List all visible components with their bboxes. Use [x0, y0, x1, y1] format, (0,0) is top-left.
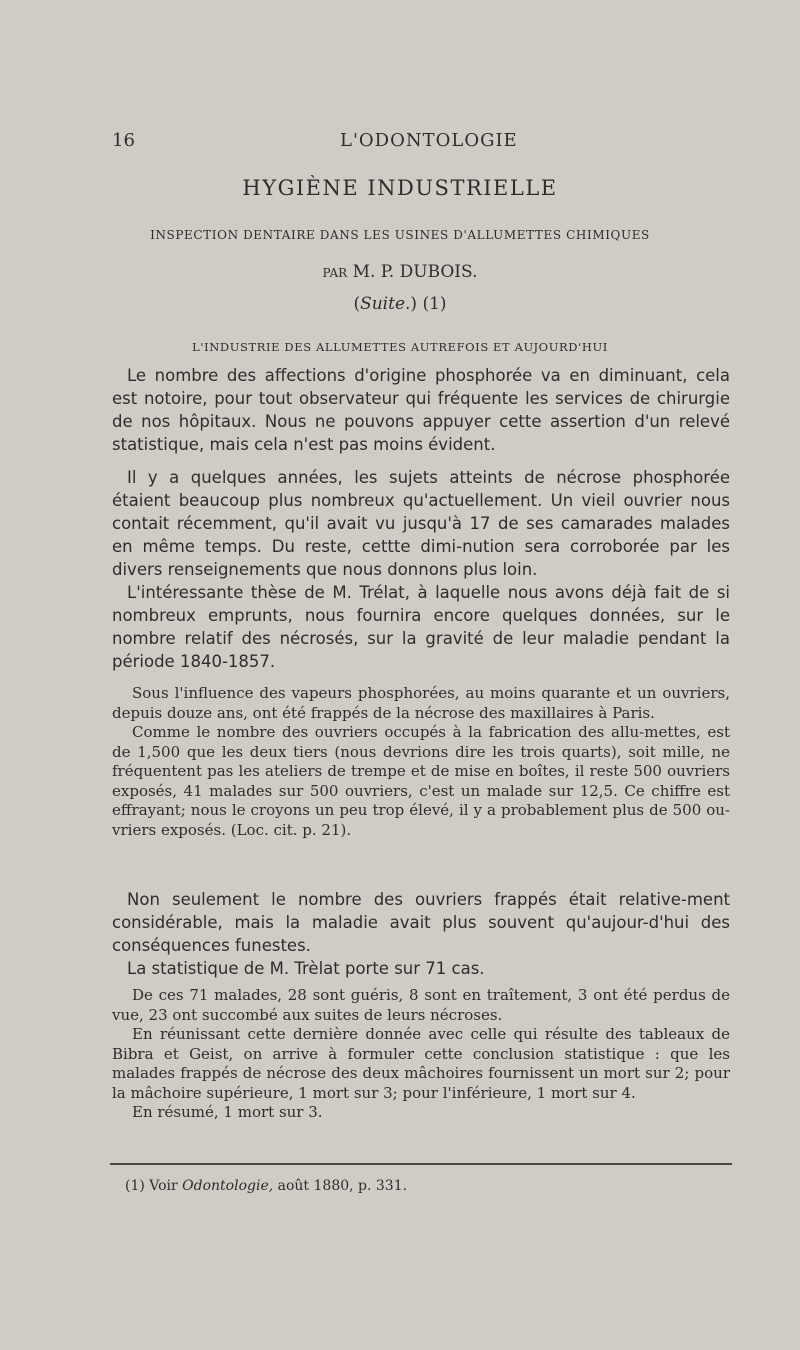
article-title: HYGIÈNE INDUSTRIELLE — [242, 176, 558, 200]
body-text-block-1 — [112, 364, 730, 683]
paragraph: La statistique de M. Trèlat porte sur 71 cas. — [127, 959, 485, 978]
footnote-journal: Odontologie, — [182, 1178, 274, 1194]
paragraph: Le nombre des affections d'origine phosphorée va en diminuant, cela est notoire, pour tout observateur qui fréquente les services de chirurgie de nos hôpitaux. Nous ne pouvons appuyer cette assertion d'un relevé statistique, mais cela n'est pas moins évident. — [112, 366, 730, 454]
quotation-paragraph: En réunissant cette dernière donnée avec celle qui résulte des tableaux de Bibra et Geist, on arrive à formuler cette conclusion statistique : que les malades frappés de nécrose des deux mâchoires fournissent un mort sur 2; pour la mâchoire supérieure, 1 mort sur 3; pour l'inférieure, 1 mort sur 4. — [112, 1025, 730, 1102]
quotation-paragraph: En résumé, 1 mort sur 3. — [132, 1103, 323, 1121]
author-name: M. P. DUBOIS. — [352, 262, 478, 282]
continuation-note: (Suite.) (1) — [353, 294, 447, 314]
article-subtitle: INSPECTION DENTAIRE DANS LES USINES D'ALLUMETTES CHIMIQUES — [150, 228, 650, 242]
body-text-block-2 — [112, 888, 730, 980]
paragraph: Il y a quelques années, les sujets atteints de nécrose phosphorée étaient beaucoup plus nombreux qu'actuellement. Un vieil ouvrier nous contait récemment, qu'il avait vu jusqu'à 17 de ses camarades malades en même temps. Du reste, cettte dimi-nution sera corroborée par les divers renseignements que nous donnons plus loin. — [112, 468, 730, 579]
footnote — [125, 1178, 407, 1194]
paragraph: L'intéressante thèse de M. Trélat, à laquelle nous avons déjà fait de si nombreux emprunts, nous fournira encore quelques données, sur le nombre relatif des nécrosés, sur la gravité de leur maladie pendant la période 1840-1857. — [112, 583, 730, 671]
footnote-prefix: (1) Voir — [125, 1178, 183, 1194]
byline — [100, 262, 700, 282]
quotation-paragraph: De ces 71 malades, 28 sont guéris, 8 sont en traîtement, 3 ont été perdus de vue, 23 ont succombé aux suites de leurs nécroses. — [112, 986, 730, 1024]
suite-label: Suite. — [360, 294, 411, 314]
journal-name: L'ODONTOLOGIE — [340, 130, 518, 151]
footnote-marker: (1) — [422, 294, 447, 314]
quotation-paragraph: Sous l'influence des vapeurs phosphorées, au moins quarante et un ouvriers, depuis douze ans, ont été frappés de la nécrose des maxillaires à Paris. — [112, 684, 730, 722]
quotation-block-1 — [112, 684, 730, 840]
quotation-block-2 — [112, 986, 730, 1123]
running-header — [0, 130, 800, 160]
quotation-paragraph: Comme le nombre des ouvriers occupés à la fabrication des allu-mettes, est de 1,500 que les deux tiers (nous devrions dire les trois quarts), soit mille, ne fréquentent pas les ateliers de trempe et de mise en boîtes, il reste 500 ouvriers exposés, 41 malades sur 500 ouvriers, c'est un malade sur 12,5. Ce chiffre est effrayant; nous le croyons un peu trop élevé, il y a probablement plus de 500 ou-vriers exposés. (Loc. cit. p. 21). — [112, 723, 730, 839]
footnote-reference: août 1880, p. 331. — [273, 1178, 408, 1194]
section-title: L'INDUSTRIE DES ALLUMETTES AUTREFOIS ET AUJOURD'HUI — [192, 340, 608, 354]
page-number: 16 — [112, 130, 135, 151]
footnote-divider — [110, 1163, 732, 1165]
paragraph: Non seulement le nombre des ouvriers frappés était relative-ment considérable, mais la maladie avait plus souvent qu'aujour-d'hui des conséquences funestes. — [112, 890, 730, 955]
byline-prefix: PAR — [322, 266, 348, 280]
